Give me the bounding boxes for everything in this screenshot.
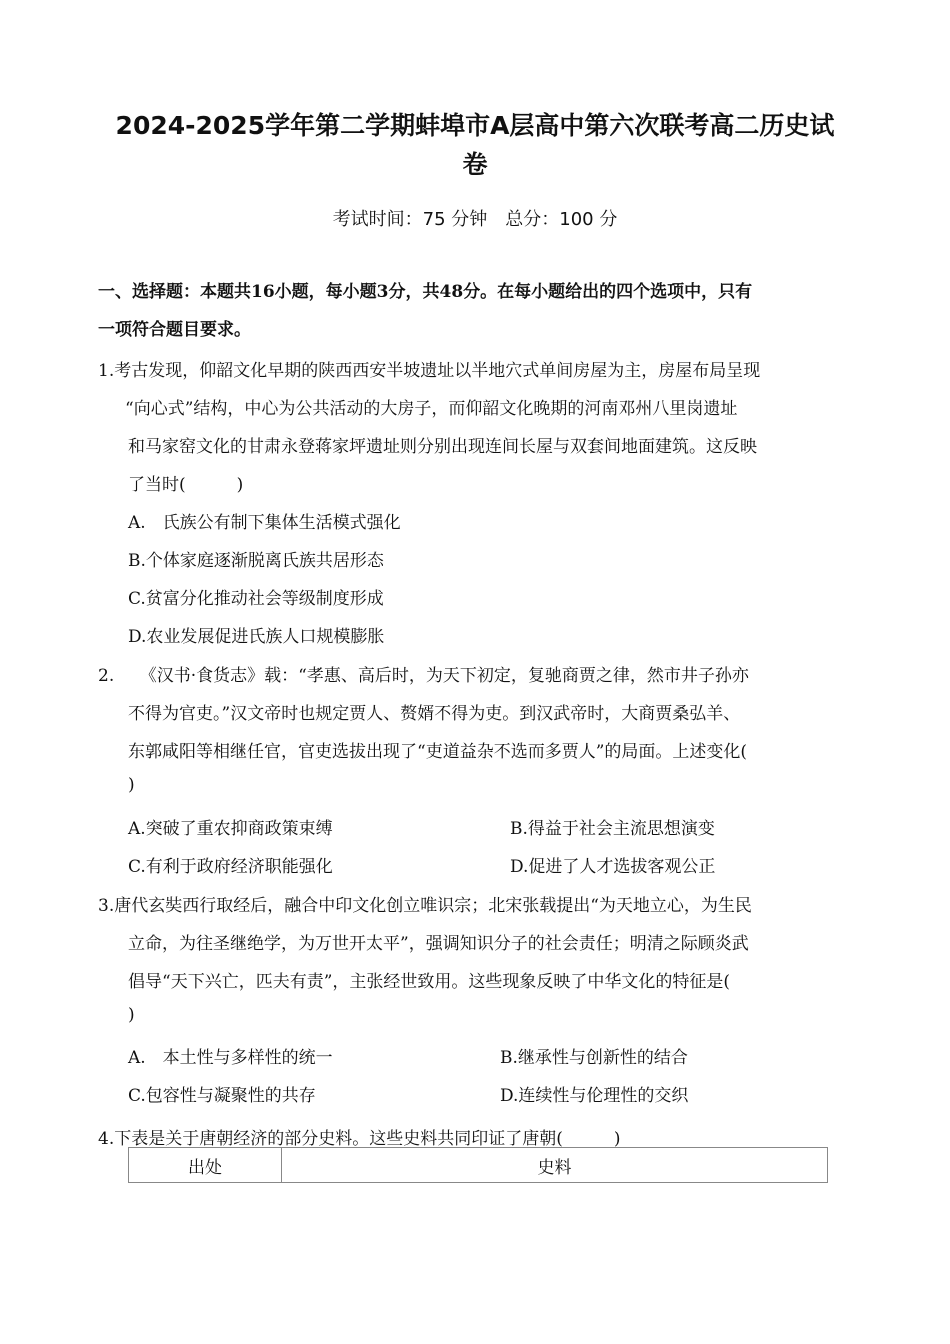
q3-option-c: C.包容性与凝聚性的共存 xyxy=(128,1086,316,1106)
q3-option-b: B.继承性与创新性的结合 xyxy=(500,1048,688,1068)
q1-stem-line-3: 和马家窑文化的甘肃永登蒋家坪遗址则分别出现连间长屋与双套间地面建筑。这反映 xyxy=(128,437,757,457)
q1-stem-line-4: 了当时( ) xyxy=(128,475,244,495)
q4-stem: 4.下表是关于唐朝经济的部分史料。这些史料共同印证了唐朝( ) xyxy=(98,1129,621,1149)
q2-option-d: D.促进了人才选拔客观公正 xyxy=(510,857,716,877)
section-heading-line-1: 一、选择题：本题共16小题，每小题3分，共48分。在每小题给出的四个选项中，只有 xyxy=(98,282,753,302)
q1-option-d: D.农业发展促进氏族人口规模膨胀 xyxy=(128,627,385,647)
q2-option-a: A.突破了重农抑商政策束缚 xyxy=(128,819,333,839)
section-heading-line-2: 一项符合题目要求。 xyxy=(98,320,251,340)
exam-title-line-2: 卷 xyxy=(462,150,488,179)
exam-meta xyxy=(0,205,950,231)
q3-option-a: A. 本土性与多样性的统一 xyxy=(128,1048,333,1068)
q2-option-b: B.得益于社会主流思想演变 xyxy=(510,819,715,839)
q3-option-d: D.连续性与伦理性的交织 xyxy=(500,1086,689,1106)
q2-stem-line-3: 东郭咸阳等相继任官，官吏选拔出现了“吏道益杂不选而多贾人”的局面。上述变化( xyxy=(128,742,748,762)
q3-stem-line-1: 3.唐代玄奘西行取经后，融合中印文化创立唯识宗；北宋张载提出“为天地立心，为生民 xyxy=(98,896,752,916)
exam-total-score: 总分：100 分 xyxy=(505,209,618,230)
exam-time: 考试时间：75 分钟 xyxy=(332,209,488,230)
q2-option-c: C.有利于政府经济职能强化 xyxy=(128,857,333,877)
exam-title-line-1: 2024-2025学年第二学期蚌埠市A层高中第六次联考高二历史试 xyxy=(115,111,835,140)
q3-stem-line-4: ) xyxy=(128,1005,135,1025)
q3-stem-line-2: 立命，为往圣继绝学，为万世开太平”，强调知识分子的社会责任；明清之际顾炎武 xyxy=(128,934,749,954)
q2-stem-line-1: 2. 《汉书·食货志》载：“孝惠、高后时，为天下初定，复驰商贾之律，然市井子孙亦 xyxy=(98,666,749,686)
q2-stem-line-2: 不得为官吏。”汉文帝时也规定贾人、赘婿不得为吏。到汉武帝时，大商贾桑弘羊、 xyxy=(128,704,741,724)
q1-option-b: B.个体家庭逐渐脱离氏族共居形态 xyxy=(128,551,384,571)
q4-table xyxy=(128,1147,828,1183)
q1-stem-line-1: 1.考古发现，仰韶文化早期的陕西西安半坡遗址以半地穴式单间房屋为主，房屋布局呈现 xyxy=(98,361,761,381)
q4-table-header-material: 史料 xyxy=(282,1148,828,1183)
q4-table-header-source: 出处 xyxy=(129,1148,282,1183)
q4-table-header-row xyxy=(129,1148,828,1183)
q1-option-c: C.贫富分化推动社会等级制度形成 xyxy=(128,589,384,609)
q1-stem-line-2: “向心式”结构，中心为公共活动的大房子，而仰韶文化晚期的河南邓州八里岗遗址 xyxy=(125,399,738,419)
q3-stem-line-3: 倡导“天下兴亡，匹夫有责”，主张经世致用。这些现象反映了中华文化的特征是( xyxy=(128,972,731,992)
q2-stem-line-4: ) xyxy=(128,775,135,795)
section-heading xyxy=(98,273,858,349)
q1-option-a: A. 氏族公有制下集体生活模式强化 xyxy=(128,513,401,533)
